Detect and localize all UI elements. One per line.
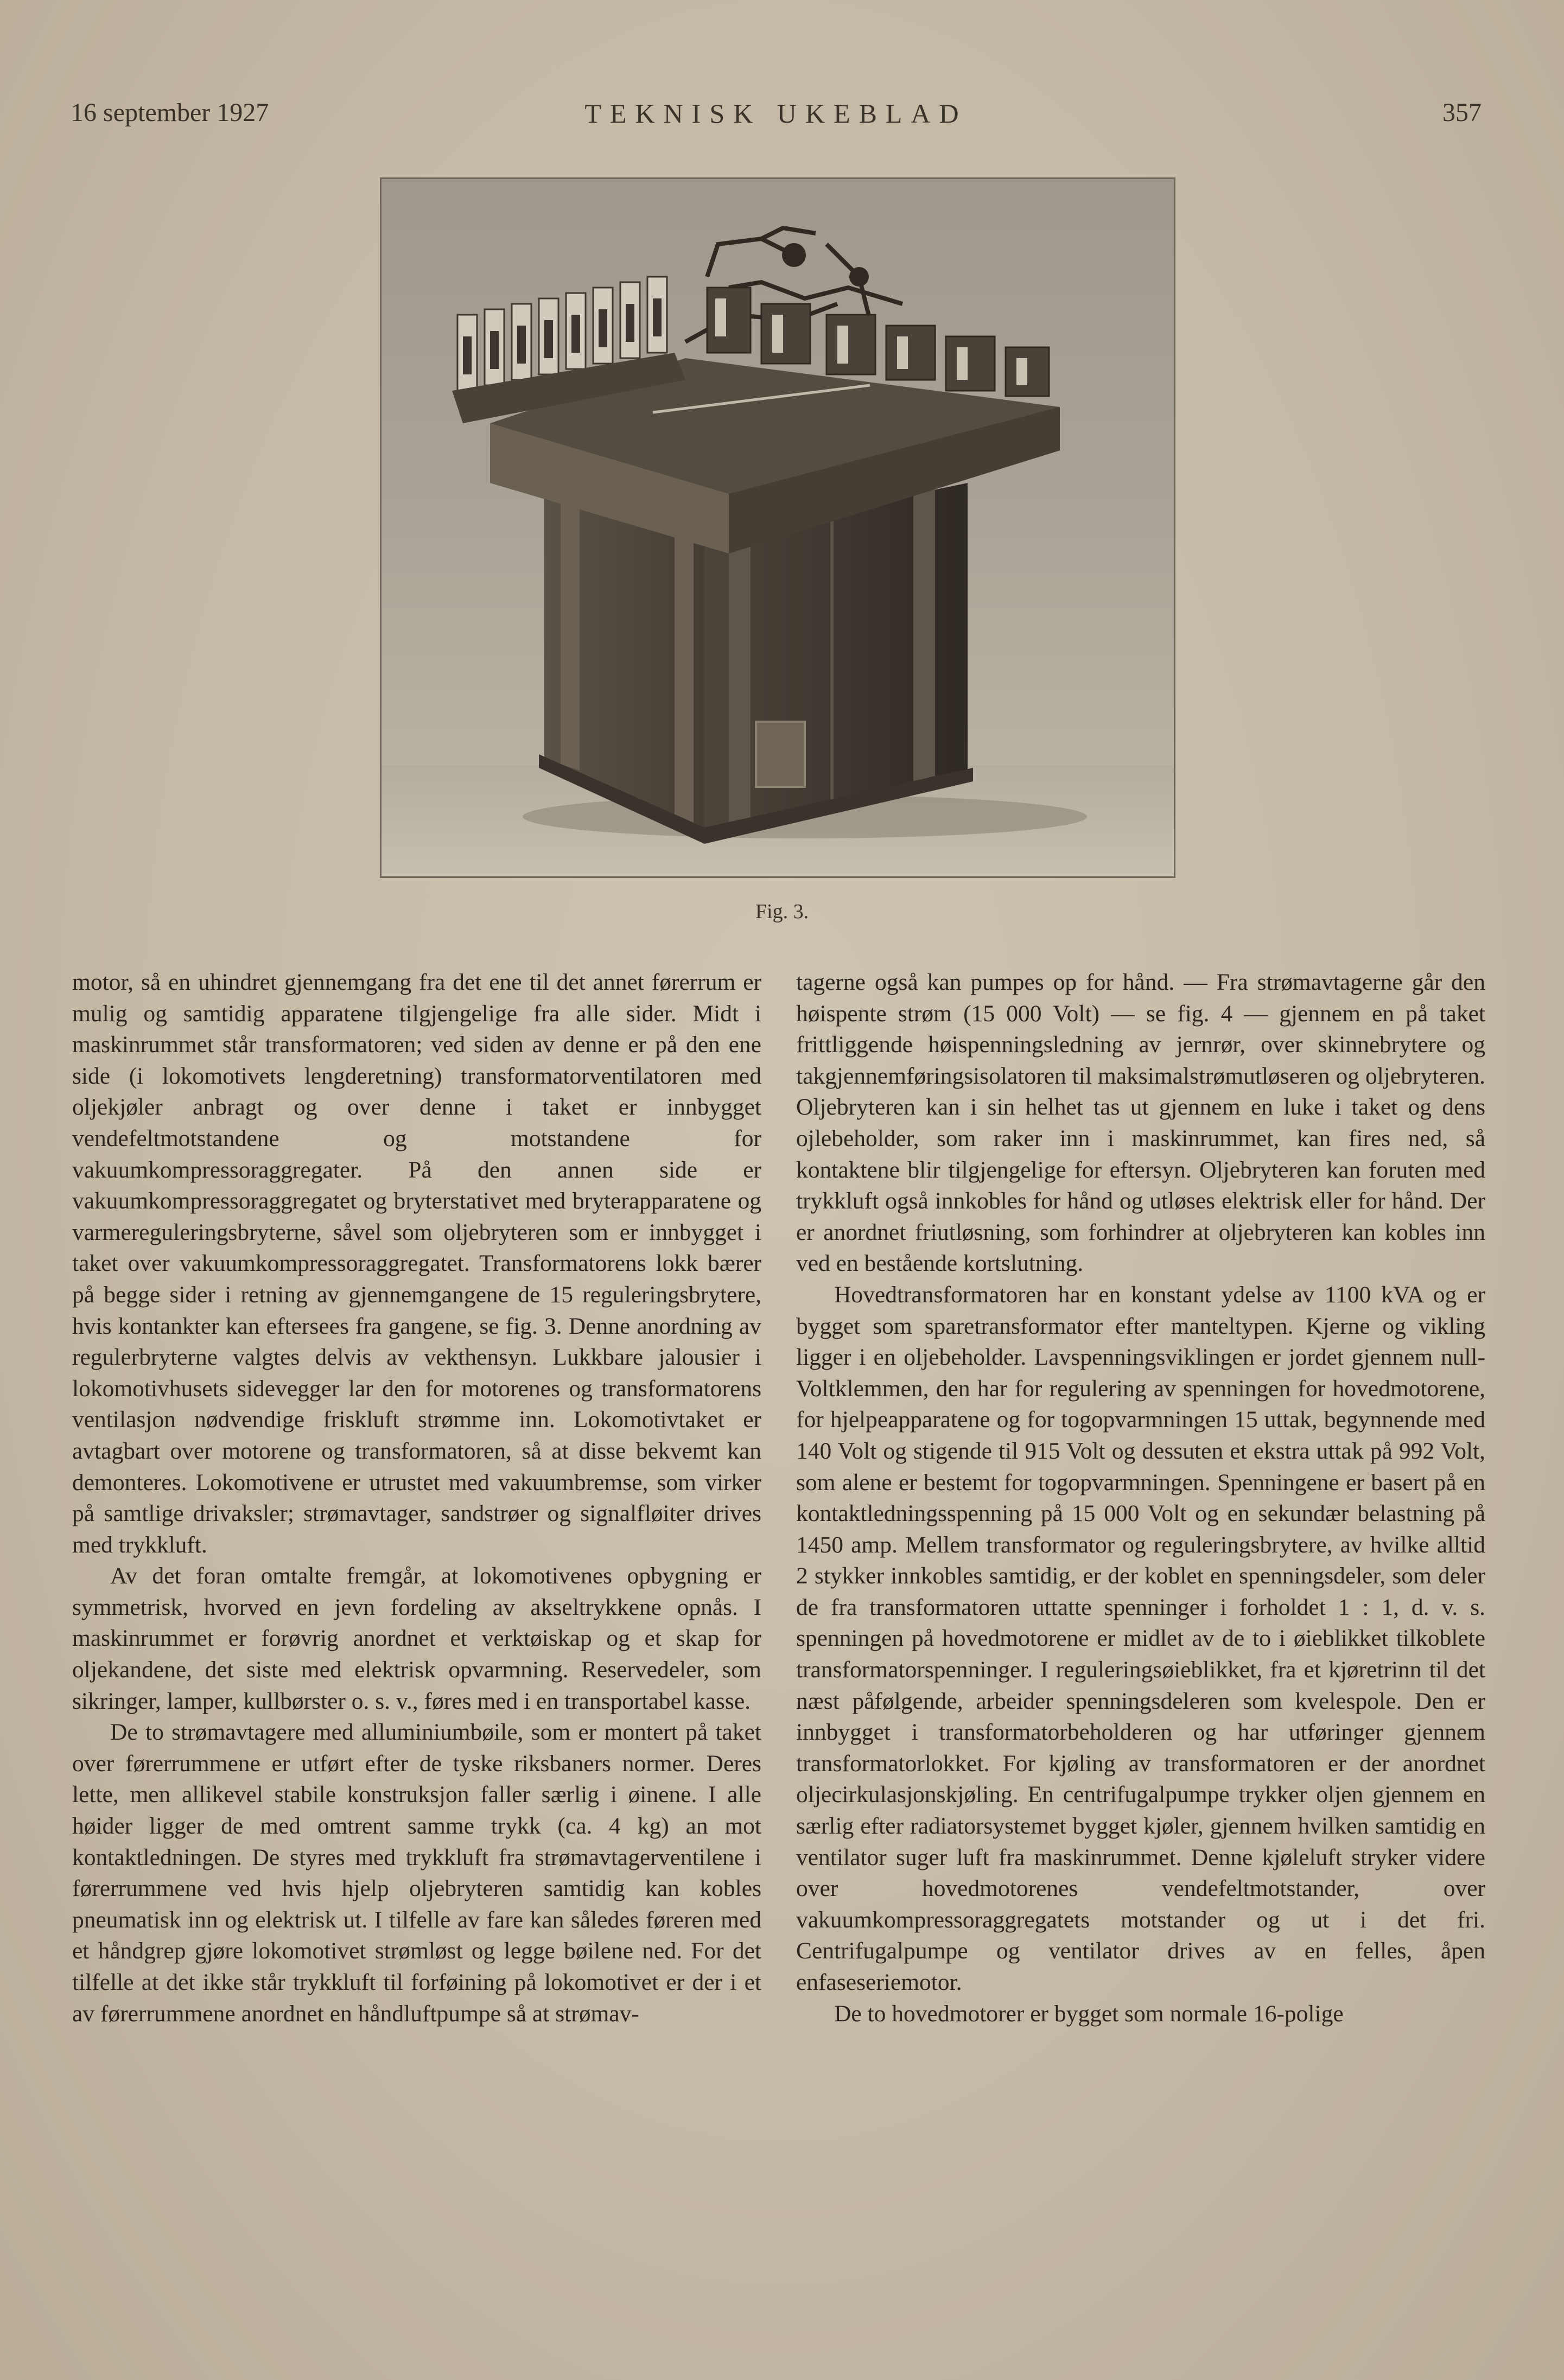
- journal-title: TEKNISK UKEBLAD: [584, 98, 968, 129]
- paragraph: Av det foran omtalte fremgår, at lokomotivenes opbygning er symmetrisk, hvorved en jevn fordeling av akseltrykkene opnås. I maskinrummet er forøvrig anordnet et verktøiskap og et skap for oljekandene, det siste med elektrisk opvarmning. Reservedeler, som sikringer, lamper, kullbørster o. s. v., føres med i en transportabel kasse.: [72, 1563, 761, 1714]
- transformer-photograph: [380, 177, 1175, 878]
- issue-date: 16 september 1927: [71, 98, 269, 127]
- paragraph: Hovedtransformatoren har en konstant ydelse av 1100 kVA og er bygget som sparetransformator efter manteltypen. Kjerne og vikling ligger i en oljebeholder. Lavspenningsviklingen er jordet gjennem null-Voltklemmen, den har for regulering av spenningen for hovedmotorene, for hjelpeapparatene og for togopvarmningen 15 uttak, begynnende med 140 Volt og stigende til 915 Volt og dessuten et ekstra uttak på 992 Volt, som alene er bestemt for togopvarmningen. Spenningene er basert på en kontaktledningsspenning på 15 000 Volt og en sekundær belastning på 1450 amp. Mellem transformator og reguleringsbrytere, av hvilke alltid 2 stykker innkobles samtidig, er der koblet en spenningsdeler, som deler de fra transformatoren uttatte spenninger i forholdet 1 : 1, d. v. s. spenningen på hovedmotorene er midlet av de to i øieblikket tilkoblete transformatorspenninger. I reguleringsøieblikket, fra et kjøretrinn til det næst påfølgende, arbeider spenningsdeleren som kvelespole. Den er innbygget i transformatorbeholderen og har utføringer gjennem transformatorlokket. For kjøling av transformatoren er der anordnet oljecirkulasjonskjøling. En centrifugalpumpe trykker oljen gjennem en særlig efter radiatorsystemet bygget kjøler, gjennem hvilken samtidig en ventilator suger luft fra maskinrummet. Denne kjøleluft stryker videre over hovedmotorenes vendefeltmotstander, over vakuumkompressoraggregatets motstander og ut i det fri. Centrifugalpumpe og ventilator drives av en felles, åpen enfaseseriemotor.: [796, 1281, 1485, 1995]
- figure-caption: Fig. 3.: [755, 900, 809, 923]
- paragraph: tagerne også kan pumpes op for hånd. — Fra strømavtagerne går den høispente strøm (15 000 Volt) — se fig. 4 — gjennem en på taket frittliggende høispenningsledning av jernrør, over skinnebrytere og takgjennemføringsisolatoren til maksimalstrømutløseren og oljebryteren. Oljebryteren kan i sin helhet tas ut gjennem en luke i taket og dens ojlebeholder, som raker inn i maskinrummet, kan fires ned, så kontaktene blir tilgjengelige for eftersyn. Oljebryteren kan foruten med trykkluft også innkobles for hånd og utløses elektrisk eller for hånd. Der er anordnet friutløsning, som forhindrer at oljebryteren kan kobles inn ved en bestående kortslutning.: [796, 969, 1485, 1277]
- paragraph: De to strømavtagere med alluminiumbøile, som er montert på taket over førerrummene er utført efter de tyske riksbaners normer. Deres lette, men allikevel stabile konstruksjon faller særlig i øinene. I alle høider ligger de med omtrent samme trykk (ca. 4 kg) an mot kontaktledningen. De styres med trykkluft fra strømavtagerventilene i førerrummene ved hvis hjelp oljebryteren samtidig kan kobles pneumatisk inn og elektrisk ut. I tilfelle av fare kan således føreren med et håndgrep gjøre lokomotivet strømløst og legge bøilene ned. For det tilfelle at det ikke står trykkluft til forføining på lokomotivet er der i et av førerrummene anordnet en håndluftpumpe så at strømav-: [72, 1719, 761, 2027]
- transformer-illustration: [382, 179, 1174, 876]
- left-text-column: [72, 967, 761, 2029]
- paragraph: motor, så en uhindret gjennemgang fra det ene til det annet førerrum er mulig og samtidig apparatene tilgjengelige fra alle sider. Midt i maskinrummet står transformatoren; ved siden av denne er på den ene side (i lokomotivets lengderetning) transformatorventilatoren med oljekjøler anbragt og over denne i taket er innbygget vendefeltmotstandene og motstandene for vakuumkompressoraggregater. På den annen side er vakuumkompressoraggregatet og bryterstativet med bryterapparatene og varmereguleringsbryterne, såvel som oljebryteren som er innbygget i taket over vakuumkompressoraggregatet. Transformatorens lokk bærer på begge sider i retning av gjennemgangene de 15 reguleringsbrytere, hvis kontankter kan eftersees fra gangene, se fig. 3. Denne anordning av regulerbryterne valgtes delvis av vekthensyn. Lukkbare jalousier i lokomotivhusets sidevegger lar den for motorenes og transformatorens ventilasjon nødvendige friskluft strømme inn. Lokomotivtaket er avtagbart over motorene og transformatoren, så at disse bekvemt kan demonteres. Lokomotivene er utrustet med vakuumbremse, som virker på samtlige drivaksler; strømavtager, sandstrøer og signalfløiter drives med trykkluft.: [72, 969, 761, 1558]
- right-text-column: [796, 967, 1485, 2029]
- running-header: [71, 98, 1482, 141]
- paragraph: De to hovedmotorer er bygget som normale 16-polige: [834, 2000, 1344, 2027]
- page-number: 357: [1442, 98, 1482, 127]
